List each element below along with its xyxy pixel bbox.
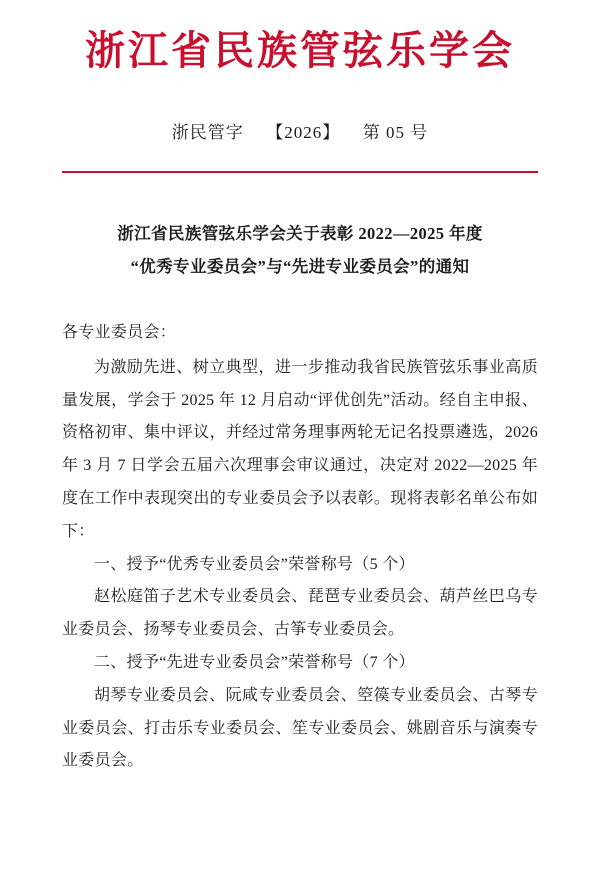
red-separator-rule (62, 171, 538, 173)
document-number-prefix: 浙民管字 (171, 123, 244, 142)
document-number (62, 118, 538, 143)
salutation: 各专业委员会： (62, 324, 177, 341)
document-title (62, 217, 538, 283)
body-paragraph-3: 赵松庭笛子艺术专业委员会、琵琶专业委员会、葫芦丝巴乌专业委员会、扬琴专业委员会、古筝专业委员会。 (62, 588, 538, 639)
body-paragraph-1: 为激励先进、树立典型，进一步推动我省民族管弦乐事业高质量发展，学会于 2025 年 12 月启动“评优创先”活动。经自主申报、资格初审、集中评议，并经过常务理事两轮无记名投票遴选，2026 年 3 月 7 日学会五届六次理事会审议通过，决定对 2022—2025 年度在工作中表现突出的专业委员会予以表彰。现将表彰名单公布如下： (62, 358, 538, 540)
body-paragraph-2: 一、授予“优秀专业委员会”荣誉称号（5 个） (94, 555, 415, 573)
document-title-line-2: “优秀专业委员会”与“先进专业委员会”的通知 (130, 257, 470, 276)
document-number-year: 【2026】 (266, 123, 341, 142)
body-paragraph-4: 二、授予“先进专业委员会”荣誉称号（7 个） (94, 653, 415, 671)
document-title-line-1: 浙江省民族管弦乐学会关于表彰 2022—2025 年度 (117, 224, 483, 243)
body-paragraph-5: 胡琴专业委员会、阮咸专业委员会、箜篌专业委员会、古琴专业委员会、打击乐专业委员会、笙专业委员会、姚剧音乐与演奏专业委员会。 (62, 686, 538, 770)
organization-title: 浙江省民族管弦乐学会 (85, 28, 515, 73)
document-body (62, 317, 538, 778)
document-number-serial: 第 05 号 (362, 123, 429, 142)
letterhead (62, 0, 538, 173)
